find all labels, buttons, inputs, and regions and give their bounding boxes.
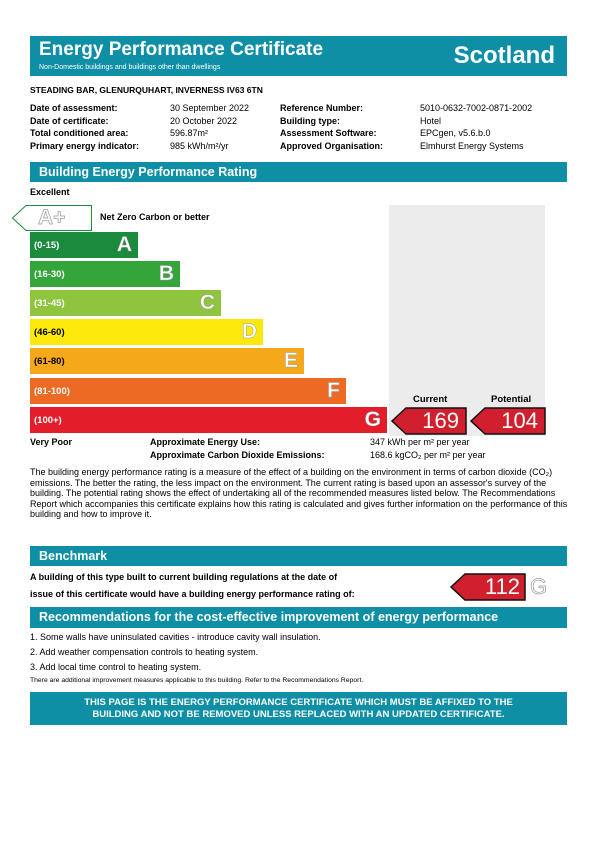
detail-value: EPCgen, v5.6.b.0 [420, 128, 491, 139]
rating-section-title: Building Energy Performance Rating [39, 165, 258, 179]
band-range: (61-80) [34, 356, 65, 367]
band-range: (100+) [34, 415, 62, 426]
region-label: Scotland [453, 42, 555, 69]
potential-rating-value: 104 [501, 408, 538, 433]
potential-label: Potential [491, 394, 532, 405]
band-g [30, 407, 387, 433]
band-f [30, 378, 346, 404]
energy-use-value: 347 kWh per m² per year [370, 437, 470, 447]
footer-line-2: BUILDING AND NOT BE REMOVED UNLESS REPLACED WITH AN UPDATED CERTIFICATE. [92, 709, 505, 720]
band-b [30, 261, 180, 287]
band-range: (0-15) [34, 240, 60, 251]
detail-value: 20 October 2022 [170, 115, 238, 126]
rating-description: The building energy performance rating is a measure of the effect of a building on the environment in terms of carbon dioxide (CO₂) emissions. The better the rating, the less impact on the environment. The current rating is based upon an assessor's survey of the building. The potential rating shows the effect of undertaking all of the recommended measures listed below. The Recommendations Report which accompanies this certificate explains how this rating is calculated and gives further information on the performance of this building and how to improve it. [30, 467, 568, 520]
band-letter: F [327, 379, 340, 402]
detail-label: Approved Organisation: [280, 140, 384, 151]
band-a [30, 232, 138, 258]
certificate-subtitle: Non-Domestic buildings and buildings other than dwellings [39, 64, 221, 71]
rating-section-header [30, 162, 567, 182]
co2-value: 168.6 kgCO₂ per m² per year [370, 450, 486, 460]
very-poor-label: Very Poor [30, 437, 73, 447]
band-letter: B [158, 262, 174, 285]
benchmark-title: Benchmark [39, 549, 108, 563]
details-left-values [170, 102, 249, 152]
band-range: (16-30) [34, 269, 65, 280]
recommendations-note: There are additional improvement measures applicable to this building. Refer to the Recommendations Report. [30, 677, 364, 684]
benchmark-line-1: A building of this type built to current building regulations at the date of [30, 572, 338, 582]
certificate-title: Energy Performance Certificate [39, 39, 324, 60]
details-left-labels [30, 102, 139, 152]
detail-label: Building type: [280, 115, 340, 126]
detail-value: Elmhurst Energy Systems [420, 140, 524, 151]
benchmark-line-2: issue of this certificate would have a building energy performance rating of: [30, 589, 355, 599]
band-letter: E [283, 349, 298, 372]
detail-label: Date of certificate: [30, 115, 109, 126]
band-range: (46-60) [34, 327, 65, 338]
band-range: (31-45) [34, 298, 65, 309]
detail-label: Date of assessment: [30, 103, 118, 113]
band-letter: D [241, 320, 257, 343]
detail-value: 985 kWh/m²/yr [170, 140, 229, 151]
benchmark-rating-value: 112 [484, 574, 520, 599]
band-letter: A [116, 233, 132, 256]
a-plus-band [12, 205, 92, 231]
band-c [30, 290, 221, 316]
a-plus-letter: A+ [38, 206, 66, 229]
details-right-labels [280, 102, 383, 152]
current-label: Current [413, 394, 448, 405]
band-letter: C [199, 291, 215, 314]
detail-label: Total conditioned area: [30, 128, 129, 139]
recommendation-item: 3. Add local time control to heating system. [30, 662, 202, 672]
current-rating-indicator [391, 407, 467, 435]
certificate-footer [30, 692, 567, 725]
detail-value: 5010-0632-7002-0871-2002 [420, 103, 533, 113]
current-rating-value: 169 [422, 408, 459, 433]
detail-value: 596.87m² [170, 128, 209, 139]
recommendation-item: 2. Add weather compensation controls to heating system. [30, 647, 259, 657]
potential-rating-indicator [470, 407, 546, 435]
co2-label: Approximate Carbon Dioxide Emissions: [150, 450, 325, 460]
band-letter: G [364, 408, 381, 431]
detail-value: Hotel [420, 115, 442, 126]
benchmark-rating-indicator [450, 573, 526, 601]
net-zero-label: Net Zero Carbon or better [100, 212, 210, 222]
footer-line-1: THIS PAGE IS THE ENERGY PERFORMANCE CERTIFICATE WHICH MUST BE AFFIXED TO THE [84, 697, 513, 708]
detail-label: Reference Number: [280, 103, 364, 113]
detail-value: 30 September 2022 [170, 103, 250, 113]
band-d [30, 319, 263, 345]
detail-label: Primary energy indicator: [30, 140, 140, 151]
certificate-header [30, 36, 567, 76]
excellent-label: Excellent [30, 187, 70, 197]
property-address: STEADING BAR, GLENURQUHART, INVERNESS IV63 6TN [30, 85, 263, 95]
recommendations-section-header [30, 607, 567, 628]
detail-label: Assessment Software: [280, 128, 377, 139]
recommendation-item: 1. Some walls have uninsulated cavities - introduce cavity wall insulation. [30, 632, 321, 642]
details-right-values [420, 102, 532, 152]
recommendations-title: Recommendations for the cost-effective improvement of energy performance [39, 610, 499, 624]
band-range: (81-100) [34, 386, 70, 397]
energy-use-label: Approximate Energy Use: [150, 437, 261, 447]
band-e [30, 348, 304, 374]
benchmark-letter: G [530, 574, 548, 599]
benchmark-section-header [30, 546, 567, 566]
